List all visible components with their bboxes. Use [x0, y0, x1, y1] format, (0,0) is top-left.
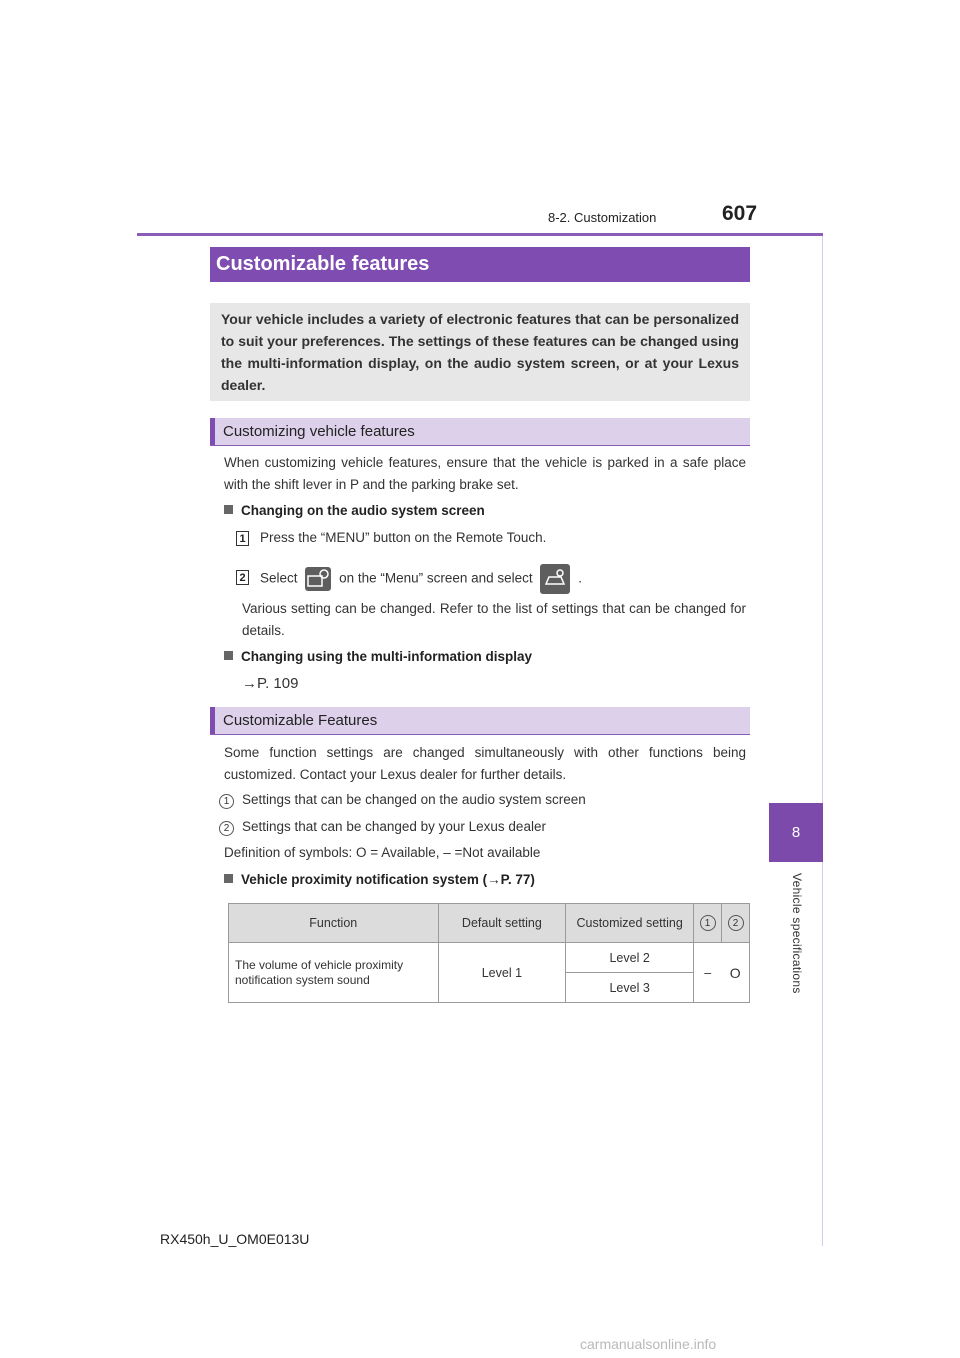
cell-col2: O — [722, 943, 750, 1003]
circled-number: 1 — [700, 915, 716, 931]
section-heading-features: Customizable Features — [210, 707, 750, 735]
bullet-square-icon — [224, 874, 233, 883]
section1-paragraph: When customizing vehicle features, ensure that the vehicle is parked in a safe place with the shift lever in P and the parking brake set. — [224, 455, 746, 492]
chapter-label: Vehicle specifications — [790, 873, 804, 994]
bullet-multi-info — [224, 649, 532, 664]
cell-col1: – — [694, 943, 722, 1003]
cell-custom-b: Level 3 — [566, 973, 694, 1003]
page-reference: →P. 109 — [242, 675, 299, 692]
step2-text — [260, 564, 582, 594]
bullet-audio-screen — [224, 503, 485, 518]
circled-number: 2 — [728, 915, 744, 931]
step-note: Various setting can be changed. Refer to the list of settings that can be changed for details. — [242, 601, 746, 638]
watermark: carmanualsonline.info — [580, 1336, 717, 1352]
header-col1 — [694, 904, 722, 943]
customization-table — [228, 903, 750, 1003]
legend2-text: Settings that can be changed by your Lexus dealer — [242, 819, 546, 834]
step1-text: Press the “MENU” button on the Remote Touch. — [260, 530, 547, 545]
chapter-rule — [822, 236, 823, 1246]
table-row — [229, 943, 750, 973]
step2-end: . — [578, 570, 582, 586]
step2-middle: on the “Menu” screen and select — [339, 570, 533, 586]
legend-number: 1 — [219, 794, 234, 809]
step2-select: Select — [260, 570, 298, 586]
bullet-text: Vehicle proximity notification system (→P. 77) — [241, 872, 535, 887]
header-function: Function — [229, 904, 439, 943]
section-label: 8-2. Customization — [548, 210, 657, 225]
step-number: 2 — [236, 570, 249, 585]
chapter-tab: 8 — [769, 803, 823, 862]
step-number: 1 — [236, 531, 249, 546]
cell-function: The volume of vehicle proximity notification system sound — [229, 943, 439, 1003]
header-divider — [137, 233, 823, 236]
bullet-text: Changing using the multi-information display — [241, 649, 532, 664]
document-code: RX450h_U_OM0E013U — [160, 1231, 310, 1247]
header-custom: Customized setting — [566, 904, 694, 943]
header-col2 — [722, 904, 750, 943]
section-heading-customizing: Customizing vehicle features — [210, 418, 750, 446]
bullet-square-icon — [224, 505, 233, 514]
vehicle-settings-icon — [540, 564, 570, 594]
legend-number: 2 — [219, 821, 234, 836]
cell-default: Level 1 — [438, 943, 566, 1003]
bullet-square-icon — [224, 651, 233, 660]
symbol-definition: Definition of symbols: O = Available, – =Not available — [224, 845, 541, 860]
page-title: Customizable features — [210, 247, 750, 282]
bullet-proximity — [224, 872, 535, 887]
settings-icon — [305, 567, 331, 591]
legend1-text: Settings that can be changed on the audio system screen — [242, 792, 586, 807]
header-default: Default setting — [438, 904, 566, 943]
page-number: 607 — [722, 202, 758, 225]
section2-paragraph: Some function settings are changed simultaneously with other functions being customized. Contact your Lexus dealer for further details. — [224, 745, 746, 782]
cell-custom-a: Level 2 — [566, 943, 694, 973]
bullet-text: Changing on the audio system screen — [241, 503, 485, 518]
intro-box: Your vehicle includes a variety of electronic features that can be personalized to suit your preferences. The settings of these features can be changed using the multi-information display, on the audio system screen, or at your Lexus dealer. — [210, 303, 750, 401]
table-header-row — [229, 904, 750, 943]
